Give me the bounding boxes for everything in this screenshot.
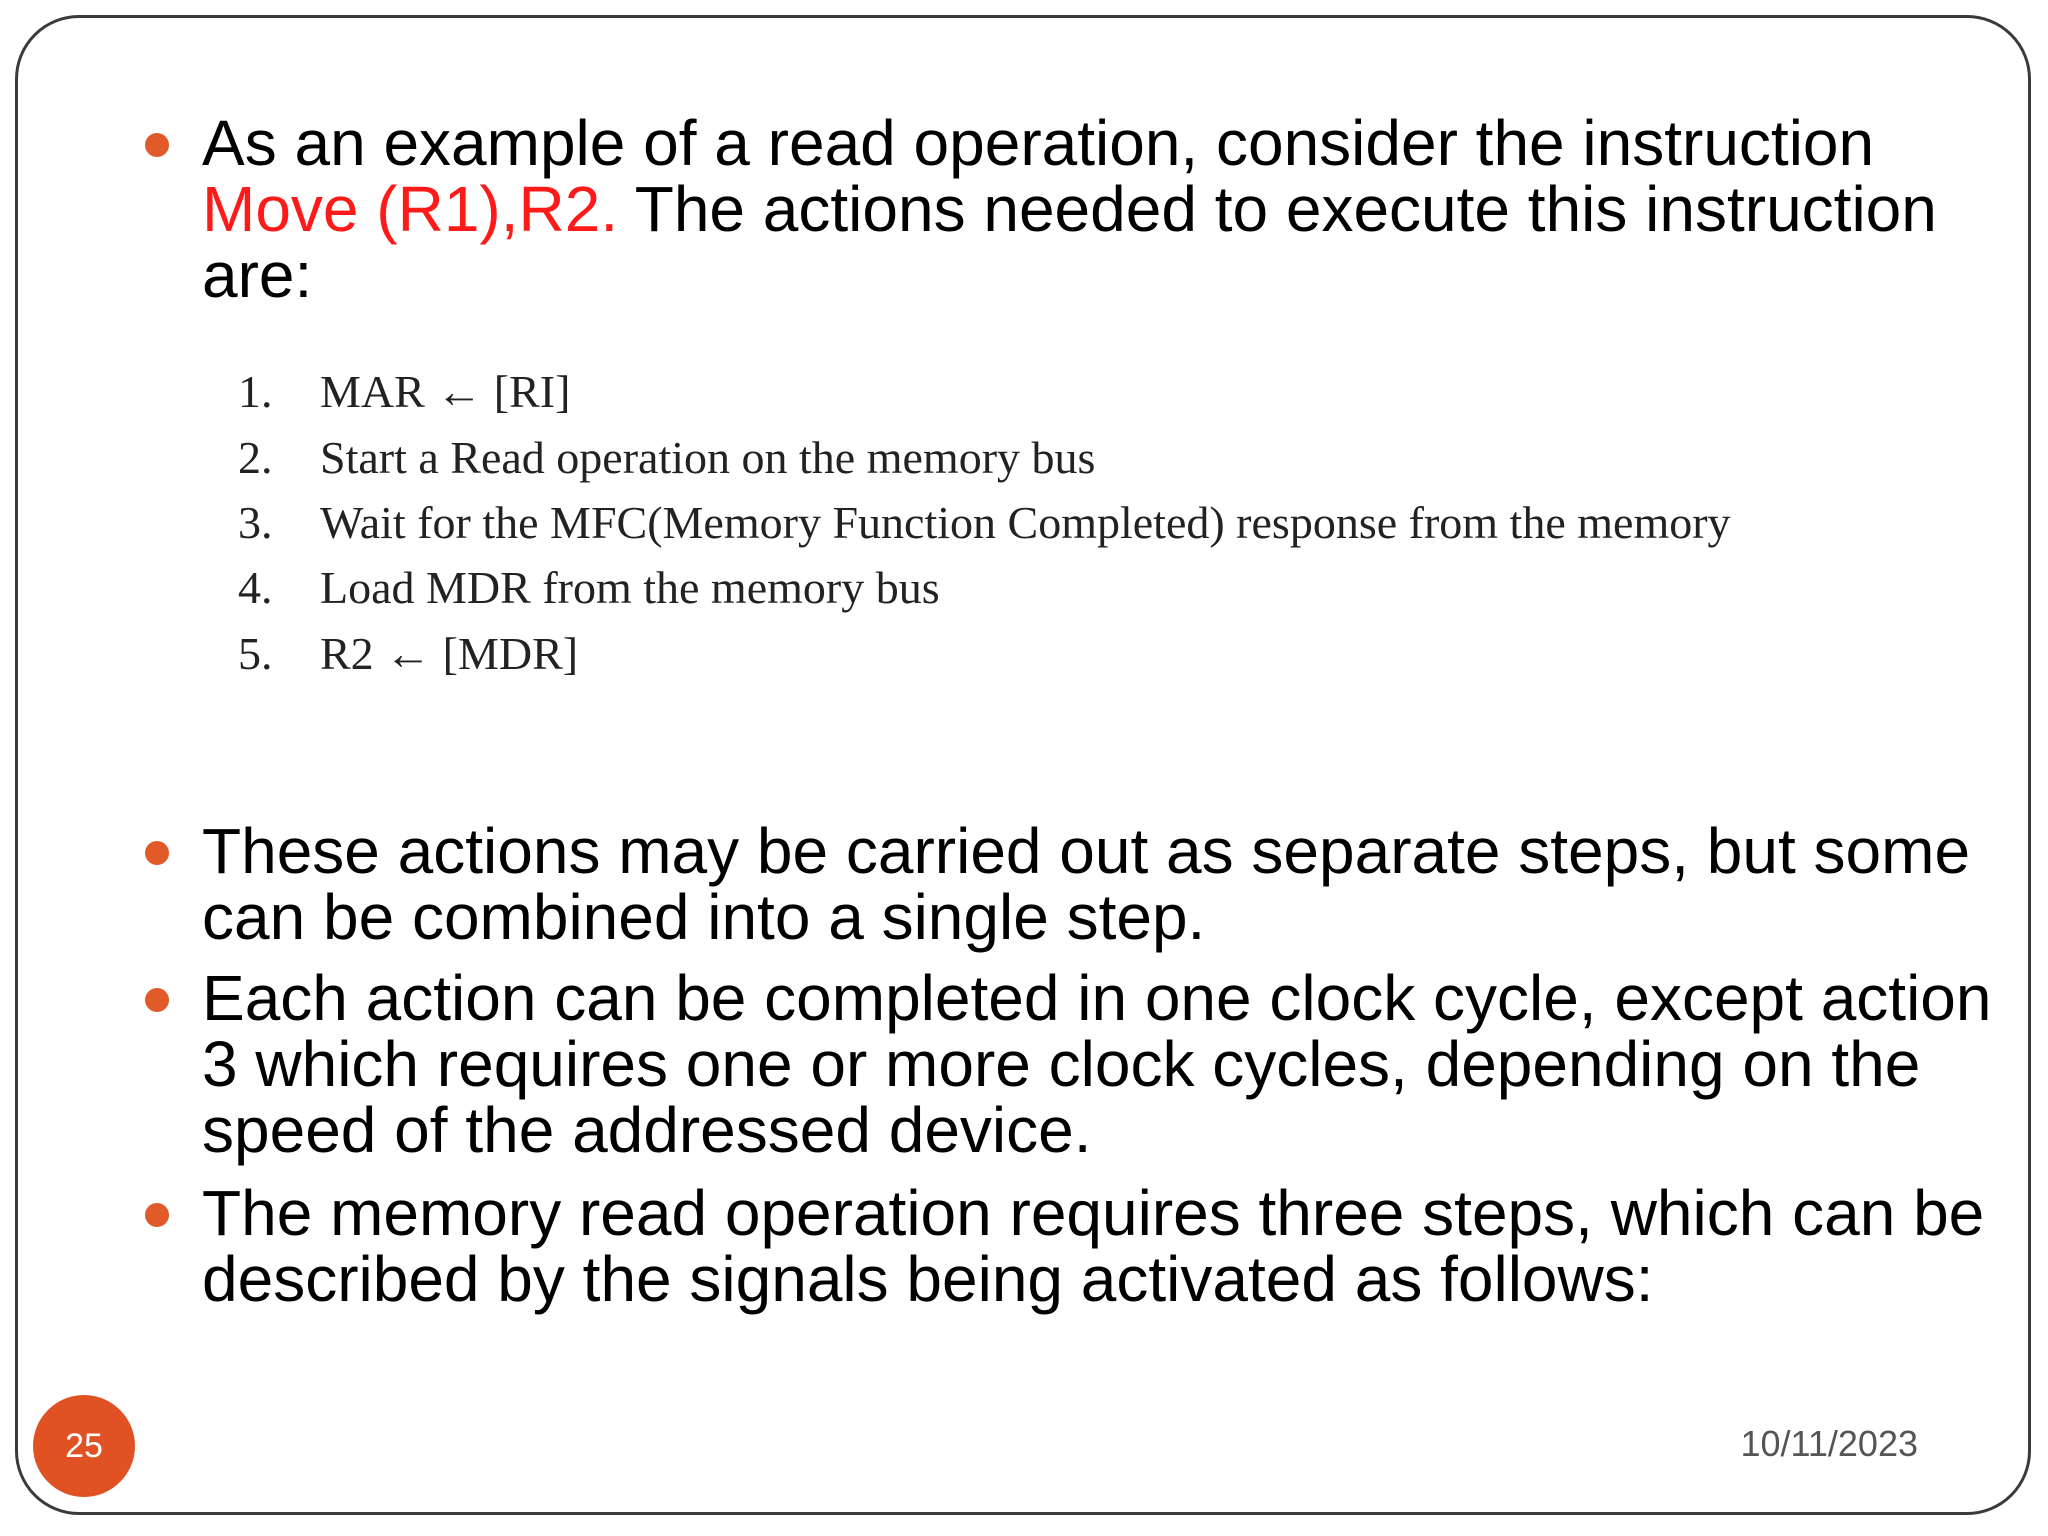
step-text: Load MDR from the memory bus	[320, 562, 940, 613]
bullet-dot	[145, 988, 169, 1012]
step-text: Start a Read operation on the memory bus	[320, 432, 1096, 483]
instruction-highlight: Move (R1),R2.	[202, 173, 619, 245]
bullet-dot	[145, 1203, 169, 1227]
step-text: R2 ← [MDR]	[320, 628, 579, 679]
bullet-text: These actions may be carried out as separate steps, but some can be combined into a single step.	[202, 815, 1971, 953]
bullet-1-pre: As an example of a read operation, consider the instruction	[202, 107, 1875, 179]
step-number: 4.	[238, 562, 273, 613]
bullet-text	[202, 107, 1992, 311]
bullet-1-post: The actions needed to execute this instruction are:	[202, 173, 1937, 311]
step-number: 1.	[238, 366, 273, 417]
slide-date: 10/11/2023	[1740, 1423, 1918, 1464]
step-text: MAR ← [RI]	[320, 366, 571, 417]
bullet-dot	[145, 841, 169, 865]
step-number: 3.	[238, 497, 273, 548]
step-text: Wait for the MFC(Memory Function Completed) response from the memory	[320, 497, 1731, 548]
step-number: 2.	[238, 432, 273, 483]
page-number-badge: 25	[33, 1395, 135, 1497]
bullet-dot	[145, 133, 169, 157]
bullet-text: Each action can be completed in one clock cycle, except action 3 which requires one or more clock cycles, depending on the speed of the addressed device.	[202, 962, 1992, 1166]
bullet-text: The memory read operation requires three steps, which can be described by the signals being activated as follows:	[202, 1177, 1985, 1315]
step-number: 5.	[238, 628, 273, 679]
